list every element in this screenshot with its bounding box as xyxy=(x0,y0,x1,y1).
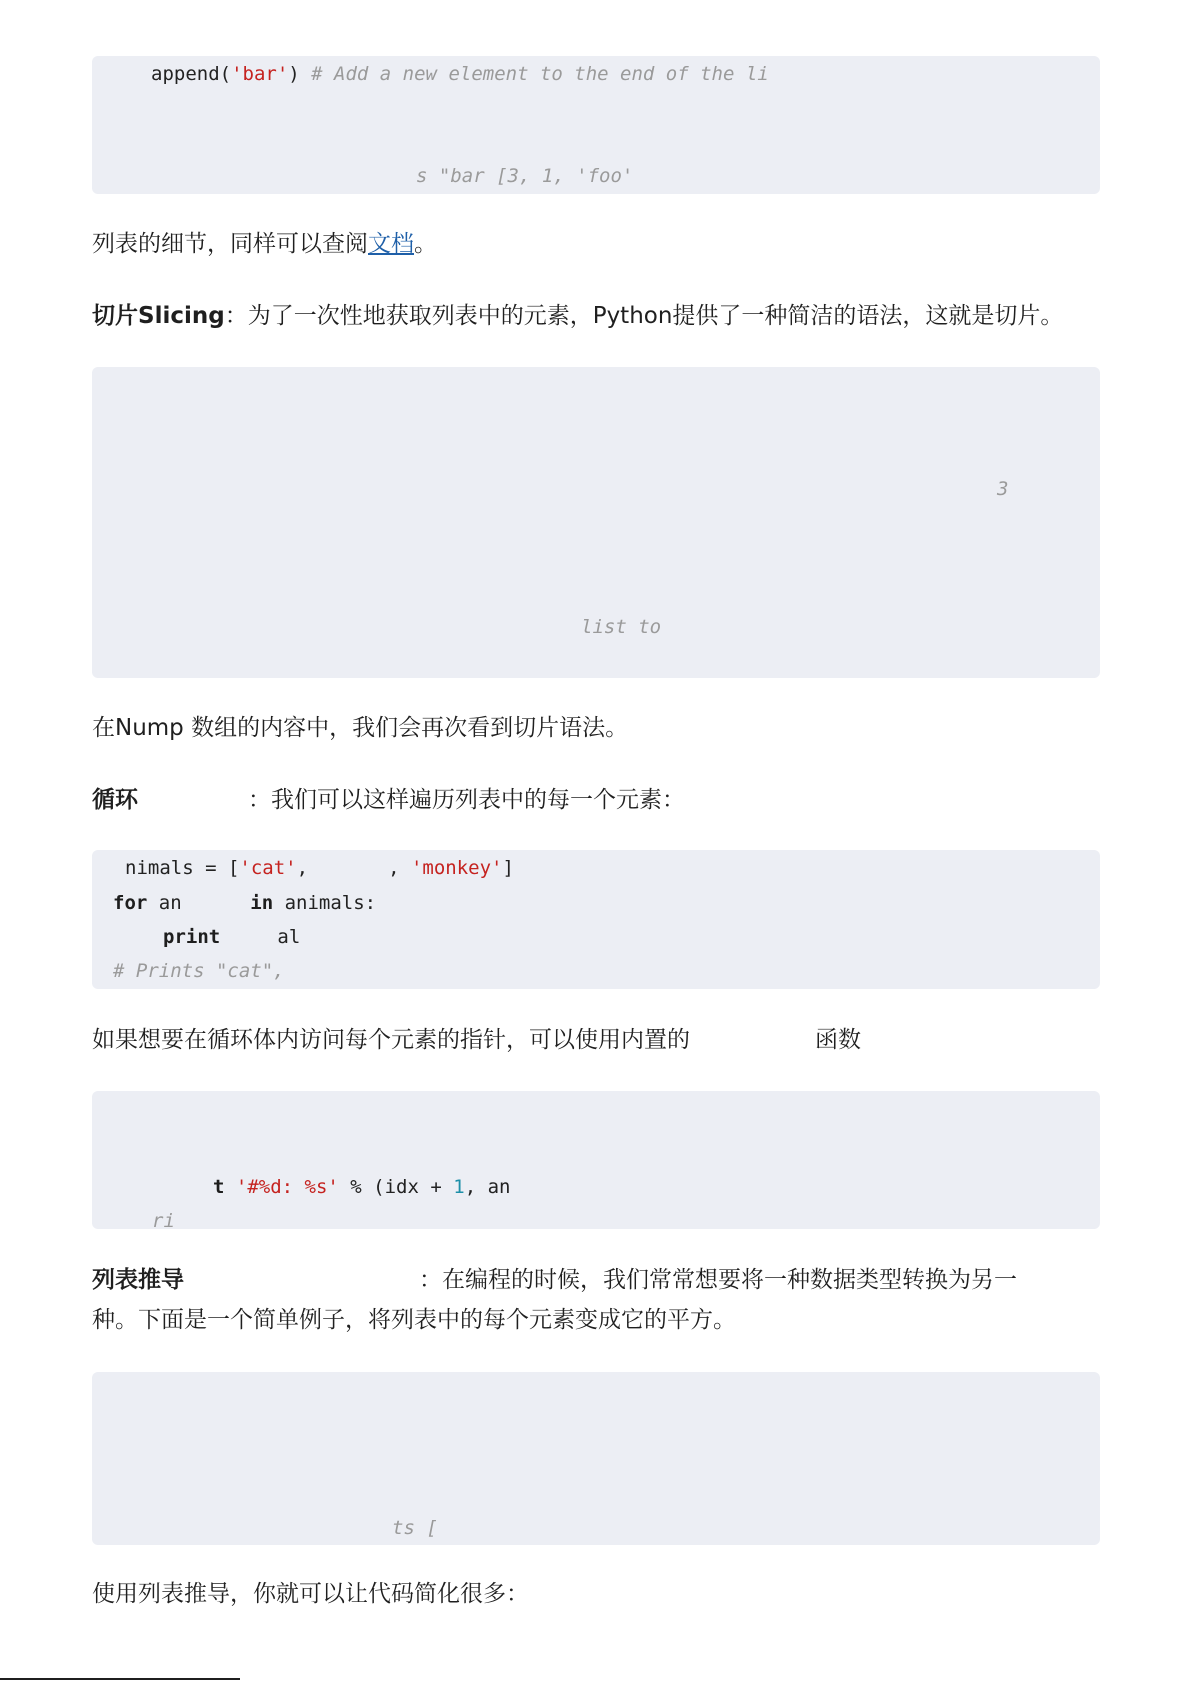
code-block-squares xyxy=(92,1372,1100,1545)
code-string: 'cat' xyxy=(239,857,297,879)
code-comment-line: ts [ xyxy=(392,1517,438,1539)
code-string: 'bar' xyxy=(231,63,289,85)
slicing-heading: 切片Slicing xyxy=(92,303,225,329)
code-text: ] xyxy=(502,857,514,879)
docs-link[interactable]: 文档 xyxy=(368,231,414,257)
paragraph-list-comprehension-cont: 种。下面是一个简单例子，将列表中的每个元素变成它的平方。 xyxy=(92,1307,736,1333)
list-comprehension-heading: 列表推导 xyxy=(92,1267,184,1293)
code-comment-line: list to xyxy=(581,616,662,638)
code-comment-line: # Prints "cat", xyxy=(113,960,285,982)
code-text: al xyxy=(220,926,301,948)
paragraph-list-docs xyxy=(92,224,1102,264)
code-block-slicing xyxy=(92,367,1100,678)
code-fn: append( xyxy=(151,63,232,85)
paragraph-comprehension-simplify: 使用列表推导，你就可以让代码简化很多： xyxy=(92,1581,529,1607)
code-line xyxy=(125,856,514,880)
paragraph-enumerate xyxy=(92,1020,1102,1060)
code-block-loop xyxy=(92,850,1100,989)
code-text: an xyxy=(147,892,251,914)
paragraph-loops xyxy=(92,780,1102,820)
paragraph-end: 。 xyxy=(414,231,437,257)
code-text: , , xyxy=(296,857,411,879)
code-text: animals: xyxy=(273,892,377,914)
code-block-enumerate xyxy=(92,1091,1100,1229)
code-keyword: for xyxy=(113,892,148,914)
code-line xyxy=(151,62,769,86)
paragraph-list-comprehension xyxy=(92,1260,1102,1300)
paragraph-text: ：我们可以这样遍历列表中的每一个元素： xyxy=(248,787,685,813)
code-text: nimals = [ xyxy=(125,857,240,879)
code-paren: ) xyxy=(288,63,312,85)
footer-rule xyxy=(0,1678,240,1680)
paragraph-text: 如果想要在循环体内访问每个元素的指针，可以使用内置的 xyxy=(92,1027,690,1053)
code-comment-line: ri xyxy=(152,1210,175,1229)
code-keyword: in xyxy=(250,892,274,914)
paragraph-text: 列表的细节，同样可以查阅 xyxy=(92,231,368,257)
code-string: 'monkey' xyxy=(410,857,503,879)
code-line xyxy=(213,1175,510,1199)
paragraph-numpy-slicing: 在Nump 数组的内容中，我们会再次看到切片语法。 xyxy=(92,715,629,741)
code-comment: # Add a new element to the end of the li xyxy=(311,63,769,85)
code-text: , an xyxy=(464,1176,511,1198)
code-comment-line: 3 xyxy=(997,478,1009,500)
paragraph-text: ：为了一次性地获取列表中的元素，Python提供了一种简洁的语法，这就是切片。 xyxy=(224,303,1064,329)
code-string: '#%d: %s' xyxy=(235,1176,339,1198)
code-block-append xyxy=(92,56,1100,194)
code-comment-line: s "bar [3, 1, 'foo' xyxy=(416,165,634,187)
code-keyword: print xyxy=(163,926,221,948)
code-number: 1 xyxy=(453,1176,465,1198)
code-keyword: t xyxy=(213,1176,225,1198)
code-line xyxy=(113,891,376,915)
code-text: % (idx + xyxy=(338,1176,454,1198)
loops-heading: 循环 xyxy=(92,787,138,813)
paragraph-slicing xyxy=(92,296,1102,336)
code-line xyxy=(163,925,300,949)
paragraph-text: ：在编程的时候，我们常常想要将一种数据类型转换为另一 xyxy=(419,1267,1017,1293)
paragraph-text: 函数 xyxy=(815,1027,861,1053)
